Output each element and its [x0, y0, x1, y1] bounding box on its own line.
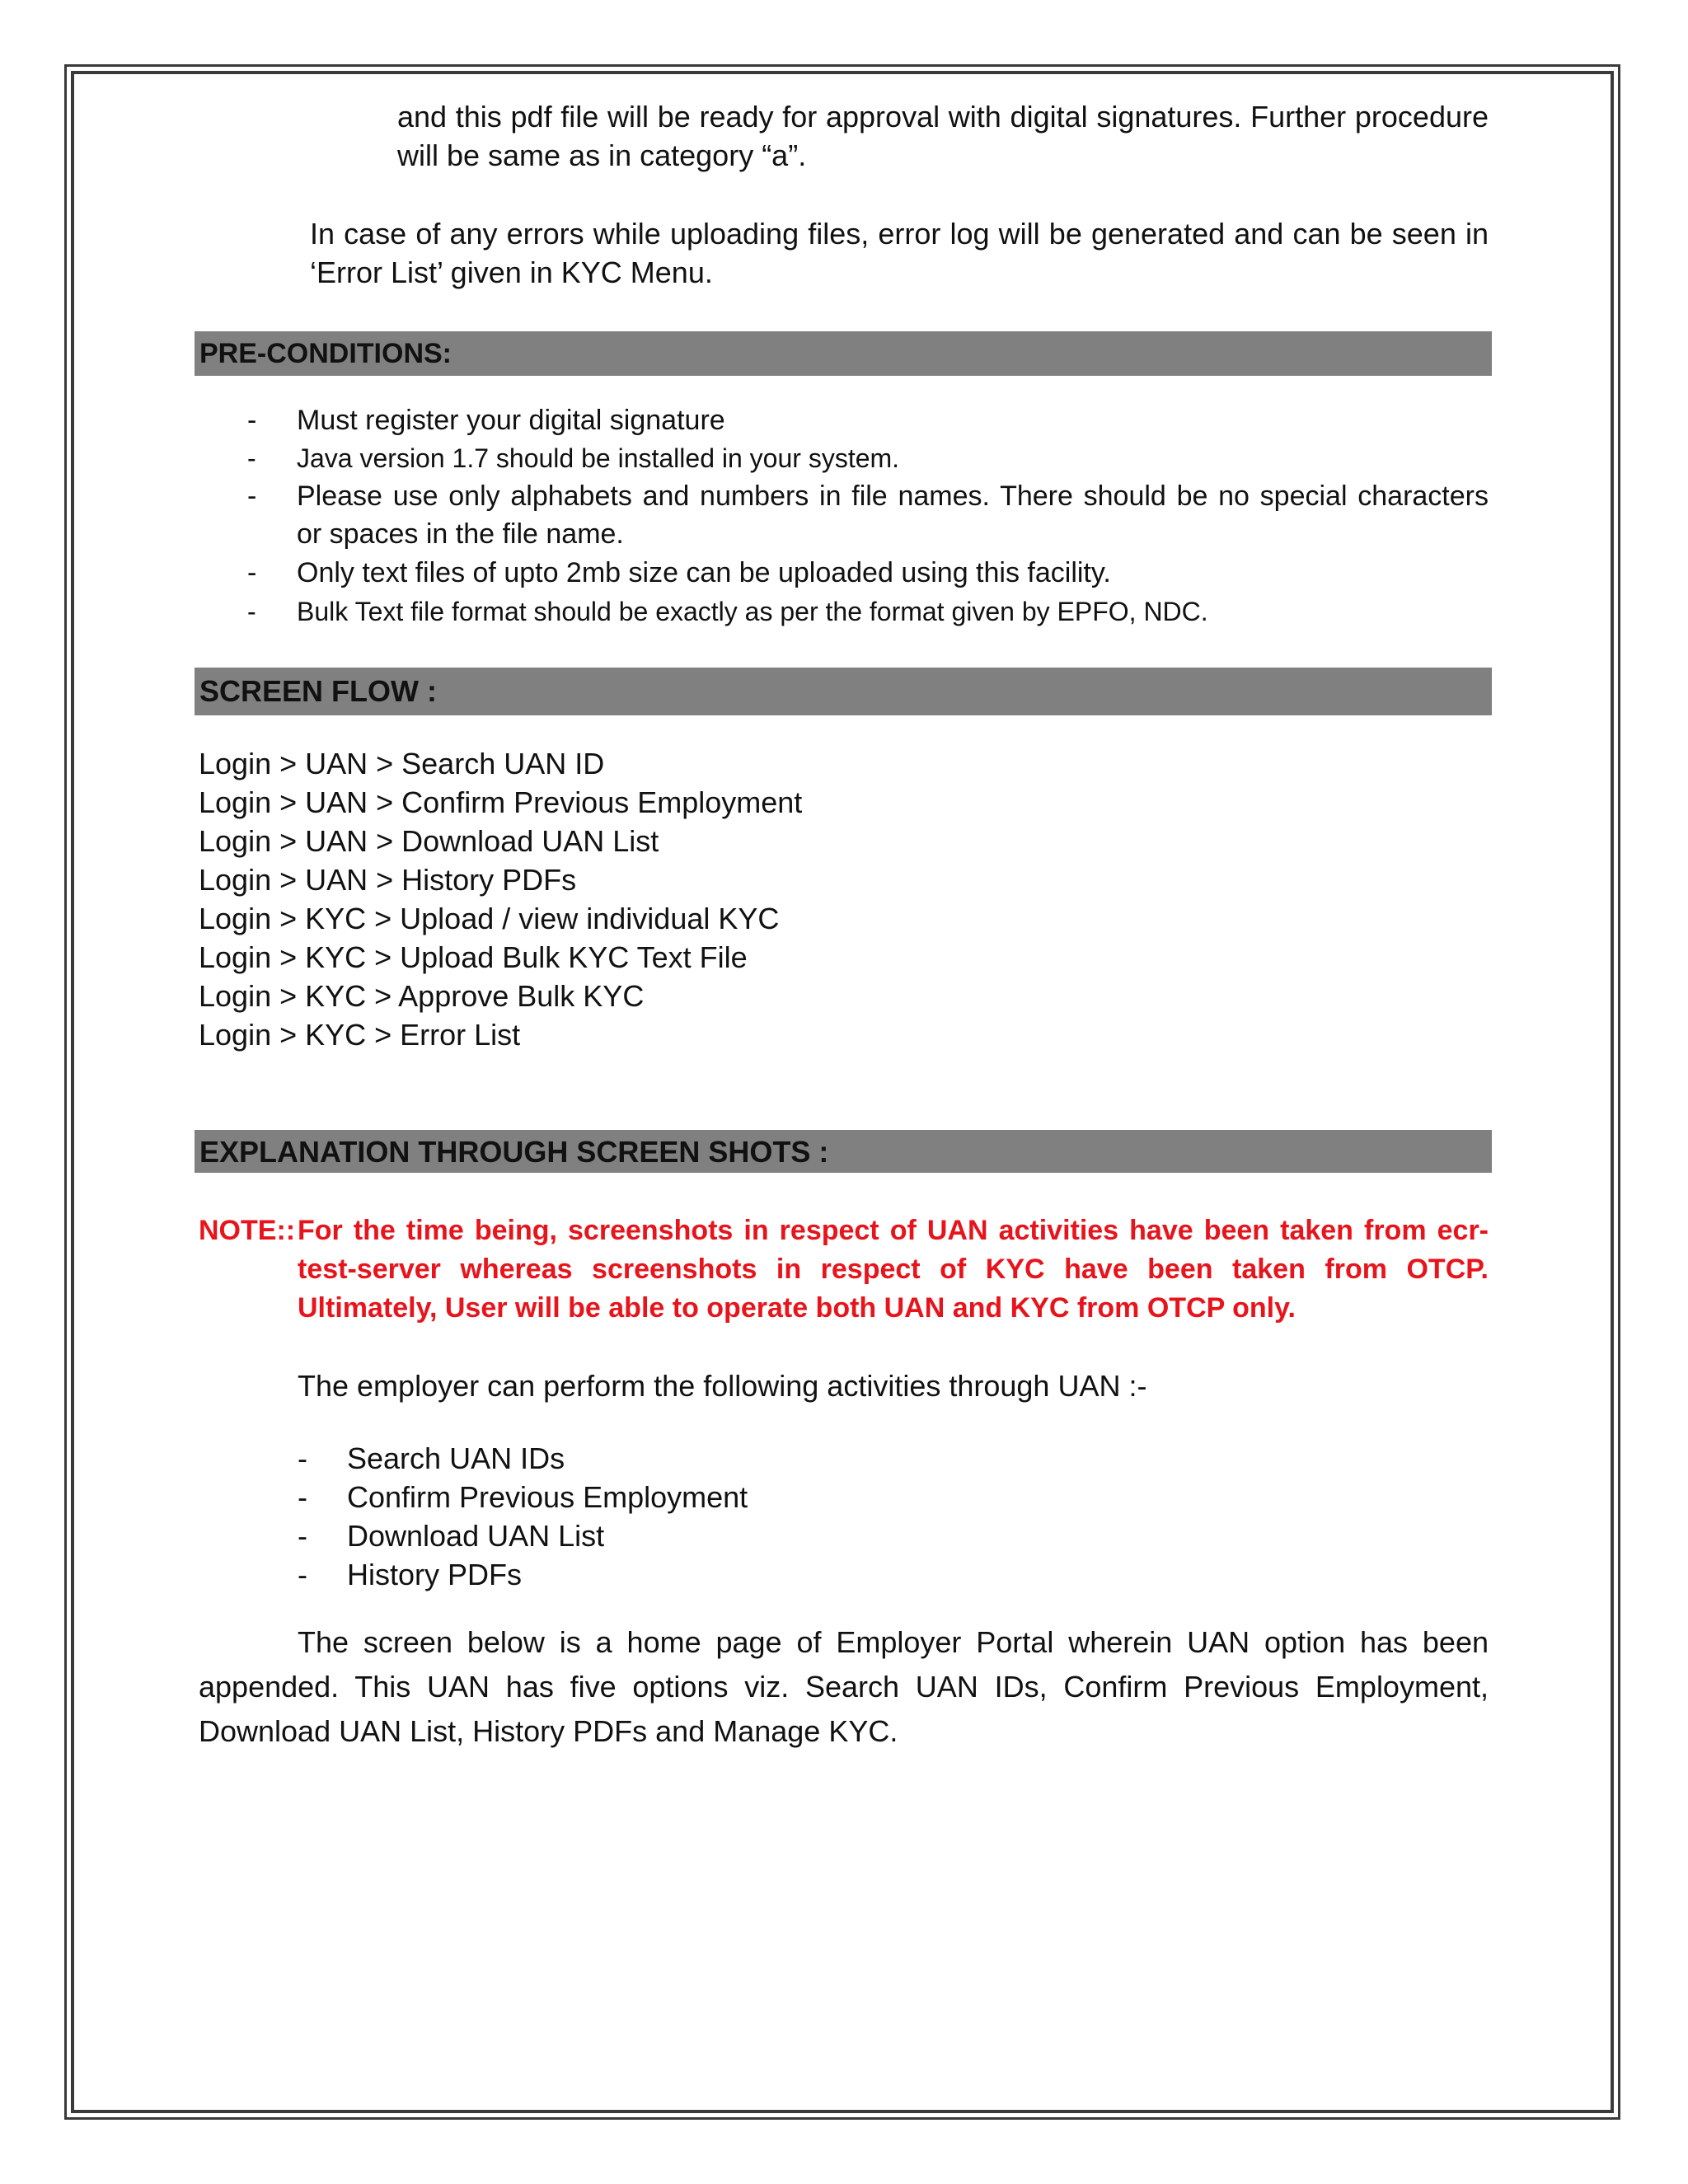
- screen-flow-line: Login > KYC > Error List: [199, 1018, 521, 1052]
- precondition-text: Java version 1.7 should be installed in your system.: [297, 443, 900, 473]
- note-text: For the time being, screenshots in respect of UAN activities have been taken from ecr-test-server whereas screenshots in respect of KYC have been taken from OTCP. Ultimately, User will be able to operate both UAN and KYC from OTCP only.: [298, 1215, 1489, 1324]
- bullet-dash: -: [298, 1480, 307, 1514]
- explanation-heading: EXPLANATION THROUGH SCREEN SHOTS :: [195, 1130, 1492, 1173]
- screen-flow-line: Login > UAN > Confirm Previous Employment: [199, 785, 803, 819]
- activity-text: Search UAN IDs: [347, 1441, 565, 1475]
- preconditions-heading: PRE-CONDITIONS:: [195, 331, 1492, 376]
- activities-intro: The employer can perform the following activities through UAN :-: [298, 1369, 1147, 1403]
- screen-flow-line: Login > KYC > Upload Bulk KYC Text File: [199, 940, 748, 974]
- bullet-dash: -: [247, 405, 257, 436]
- screen-flow-line: Login > UAN > Search UAN ID: [199, 747, 605, 780]
- precondition-text: Only text files of upto 2mb size can be uploaded using this facility.: [297, 557, 1111, 588]
- closing-paragraph: The screen below is a home page of Employer Portal wherein UAN option has been appended. This UAN has five options viz. Search UAN IDs, Confirm Previous Employment, Download UAN List, History PDFs and Manage KYC.: [199, 1625, 1489, 1748]
- precondition-text-continued: or spaces in the file name.: [297, 518, 624, 550]
- bullet-dash: -: [247, 480, 257, 512]
- precondition-text: Bulk Text file format should be exactly as per the format given by EPFO, NDC.: [297, 597, 1208, 626]
- bullet-dash: -: [247, 443, 256, 473]
- precondition-text: Must register your digital signature: [297, 405, 725, 436]
- precondition-text: Please use only alphabets and numbers in file names. There should be no special characters: [297, 480, 1489, 512]
- screen-flow-line: Login > KYC > Approve Bulk KYC: [199, 979, 645, 1013]
- screen-flow-line: Login > UAN > Download UAN List: [199, 824, 659, 858]
- page-border-inner: [71, 71, 1614, 2113]
- bullet-dash: -: [247, 557, 257, 588]
- activity-text: History PDFs: [347, 1558, 523, 1591]
- activity-text: Download UAN List: [347, 1519, 605, 1553]
- screen-flow-heading: SCREEN FLOW :: [195, 668, 1492, 715]
- note-block: [199, 1212, 1489, 1331]
- bullet-dash: -: [298, 1558, 307, 1591]
- screen-flow-line: Login > UAN > History PDFs: [199, 863, 577, 897]
- activity-text: Confirm Previous Employment: [347, 1480, 748, 1514]
- intro-paragraph-2: In case of any errors while uploading files, error log will be generated and can be seen in ‘Error List’ given in KYC Menu.: [310, 217, 1489, 289]
- screen-flow-line: Login > KYC > Upload / view individual KYC: [199, 902, 780, 935]
- bullet-dash: -: [298, 1441, 307, 1475]
- bullet-dash: -: [298, 1519, 307, 1553]
- note-label: NOTE::: [199, 1215, 296, 1246]
- bullet-dash: -: [247, 597, 256, 626]
- precondition-item: [247, 477, 1492, 555]
- intro-paragraph-1: and this pdf file will be ready for approval with digital signatures. Further procedure will be same as in category “a”.: [397, 100, 1489, 172]
